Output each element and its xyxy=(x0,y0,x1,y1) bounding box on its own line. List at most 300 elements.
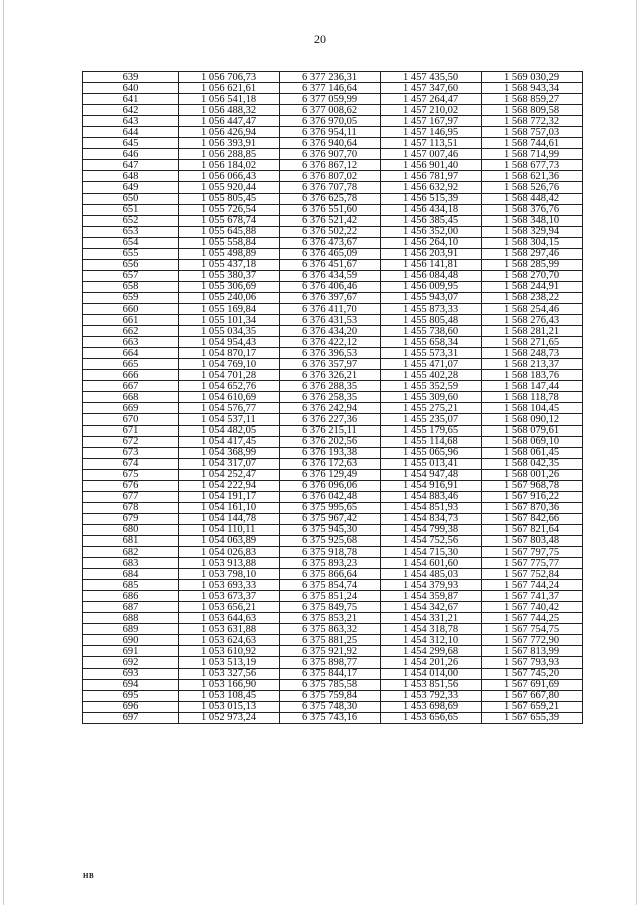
coordinate-cell: 1 568 281,21 xyxy=(482,326,583,337)
coordinate-cell: 6 376 434,59 xyxy=(280,270,381,281)
coordinate-cell: 1 055 645,88 xyxy=(179,226,280,237)
coordinate-cell: 1 055 920,44 xyxy=(179,182,280,193)
table-row xyxy=(83,215,583,226)
table-row xyxy=(83,701,583,712)
table-row xyxy=(83,160,583,171)
point-number-cell: 677 xyxy=(83,491,179,502)
coordinate-cell: 1 568 348,10 xyxy=(482,215,583,226)
coordinate-cell: 1 568 859,27 xyxy=(482,94,583,105)
coordinate-cell: 1 455 179,65 xyxy=(381,425,482,436)
coordinate-cell: 6 376 907,70 xyxy=(280,149,381,160)
point-number-cell: 660 xyxy=(83,303,179,314)
coordinate-cell: 6 376 227,36 xyxy=(280,414,381,425)
point-number-cell: 689 xyxy=(83,624,179,635)
coordinate-cell: 1 456 009,95 xyxy=(381,281,482,292)
table-row xyxy=(83,359,583,370)
table-row xyxy=(83,72,583,83)
coordinate-cell: 6 376 042,48 xyxy=(280,491,381,502)
coordinate-cell: 1 056 426,94 xyxy=(179,127,280,138)
table-row xyxy=(83,138,583,149)
coordinate-cell: 1 457 146,95 xyxy=(381,127,482,138)
coordinate-cell: 1 455 658,34 xyxy=(381,337,482,348)
coordinate-cell: 1 056 393,91 xyxy=(179,138,280,149)
point-number-cell: 697 xyxy=(83,712,179,723)
coordinate-cell: 1 056 066,43 xyxy=(179,171,280,182)
table-row xyxy=(83,469,583,480)
coordinate-cell: 1 456 084,48 xyxy=(381,270,482,281)
coordinate-cell: 1 455 471,07 xyxy=(381,359,482,370)
coordinate-cell: 1 568 238,22 xyxy=(482,292,583,303)
point-number-cell: 668 xyxy=(83,392,179,403)
coordinate-cell: 6 376 434,20 xyxy=(280,326,381,337)
point-number-cell: 664 xyxy=(83,348,179,359)
footer-mark: НВ xyxy=(83,872,95,880)
coordinate-cell: 1 055 726,54 xyxy=(179,204,280,215)
coordinate-cell: 1 455 805,48 xyxy=(381,315,482,326)
table-row xyxy=(83,712,583,723)
coordinate-cell: 6 376 521,42 xyxy=(280,215,381,226)
coordinate-cell: 1 454 359,87 xyxy=(381,591,482,602)
coordinate-cell: 1 455 943,07 xyxy=(381,292,482,303)
table-row xyxy=(83,326,583,337)
coordinate-cell: 1 568 248,73 xyxy=(482,348,583,359)
coordinate-cell: 6 375 743,16 xyxy=(280,712,381,723)
table-row xyxy=(83,690,583,701)
table-row xyxy=(83,403,583,414)
coordinate-cell: 1 052 973,24 xyxy=(179,712,280,723)
coordinate-cell: 1 568 276,43 xyxy=(482,315,583,326)
table-row xyxy=(83,226,583,237)
point-number-cell: 649 xyxy=(83,182,179,193)
coordinate-cell: 6 376 411,70 xyxy=(280,303,381,314)
coordinate-cell: 6 376 326,21 xyxy=(280,370,381,381)
coordinate-cell: 1 568 714,99 xyxy=(482,149,583,160)
point-number-cell: 645 xyxy=(83,138,179,149)
table-row xyxy=(83,83,583,94)
point-number-cell: 639 xyxy=(83,72,179,83)
coordinate-cell: 1 054 110,11 xyxy=(179,524,280,535)
coordinate-cell: 1 455 309,60 xyxy=(381,392,482,403)
coordinate-cell: 1 454 312,10 xyxy=(381,635,482,646)
point-number-cell: 671 xyxy=(83,425,179,436)
coordinate-cell: 6 376 451,67 xyxy=(280,259,381,270)
coordinate-cell: 6 376 465,09 xyxy=(280,248,381,259)
coordinate-cell: 1 454 379,93 xyxy=(381,580,482,591)
coordinate-cell: 1 456 632,92 xyxy=(381,182,482,193)
coordinate-cell: 1 456 434,18 xyxy=(381,204,482,215)
point-number-cell: 666 xyxy=(83,370,179,381)
coordinate-cell: 1 568 244,91 xyxy=(482,281,583,292)
coordinate-cell: 6 375 918,78 xyxy=(280,547,381,558)
coordinate-cell: 1 055 169,84 xyxy=(179,303,280,314)
point-number-cell: 675 xyxy=(83,469,179,480)
point-number-cell: 655 xyxy=(83,248,179,259)
coordinate-cell: 1 054 482,05 xyxy=(179,425,280,436)
coordinate-cell: 1 567 842,66 xyxy=(482,513,583,524)
point-number-cell: 685 xyxy=(83,580,179,591)
table-row xyxy=(83,602,583,613)
table-row xyxy=(83,558,583,569)
coordinate-cell: 6 376 422,12 xyxy=(280,337,381,348)
coordinate-cell: 1 454 883,46 xyxy=(381,491,482,502)
coordinate-cell: 1 454 947,48 xyxy=(381,469,482,480)
coordinate-cell: 1 568 376,76 xyxy=(482,204,583,215)
point-number-cell: 647 xyxy=(83,160,179,171)
table-row xyxy=(83,425,583,436)
coordinate-cell: 1 568 069,10 xyxy=(482,436,583,447)
coordinate-cell: 1 454 916,91 xyxy=(381,480,482,491)
coordinate-cell: 6 376 129,49 xyxy=(280,469,381,480)
coordinate-cell: 1 568 809,58 xyxy=(482,105,583,116)
coordinate-cell: 1 567 870,36 xyxy=(482,502,583,513)
table-row xyxy=(83,502,583,513)
table-row xyxy=(83,171,583,182)
table-row xyxy=(83,127,583,138)
point-number-cell: 657 xyxy=(83,270,179,281)
coordinate-cell: 1 054 701,28 xyxy=(179,370,280,381)
coordinate-cell: 1 568 061,45 xyxy=(482,447,583,458)
coordinate-cell: 1 567 772,90 xyxy=(482,635,583,646)
coordinate-cell: 6 375 863,32 xyxy=(280,624,381,635)
page-number: 20 xyxy=(314,32,326,46)
table-row xyxy=(83,524,583,535)
table-row xyxy=(83,348,583,359)
coordinate-cell: 1 056 488,32 xyxy=(179,105,280,116)
coordinate-cell: 1 568 147,44 xyxy=(482,381,583,392)
coordinate-cell: 1 053 610,92 xyxy=(179,646,280,657)
coordinate-cell: 6 377 146,64 xyxy=(280,83,381,94)
coordinate-cell: 6 376 258,35 xyxy=(280,392,381,403)
coordinate-cell: 1 054 652,76 xyxy=(179,381,280,392)
coordinate-cell: 1 455 114,68 xyxy=(381,436,482,447)
coordinate-cell: 1 455 402,28 xyxy=(381,370,482,381)
table-row xyxy=(83,613,583,624)
point-number-cell: 641 xyxy=(83,94,179,105)
coordinate-cell: 1 567 744,25 xyxy=(482,613,583,624)
coordinate-cell: 1 054 252,47 xyxy=(179,469,280,480)
coordinate-cell: 1 568 448,42 xyxy=(482,193,583,204)
coordinate-cell: 6 376 473,67 xyxy=(280,237,381,248)
coordinate-cell: 1 568 526,76 xyxy=(482,182,583,193)
coordinate-cell: 6 375 967,42 xyxy=(280,513,381,524)
coordinate-cell: 6 376 396,53 xyxy=(280,348,381,359)
coordinate-cell: 1 054 368,99 xyxy=(179,447,280,458)
coordinate-cell: 6 377 236,31 xyxy=(280,72,381,83)
coordinate-cell: 1 053 513,19 xyxy=(179,657,280,668)
coordinate-cell: 1 567 744,24 xyxy=(482,580,583,591)
coordinates-table-body xyxy=(83,72,583,724)
coordinate-cell: 1 054 317,07 xyxy=(179,458,280,469)
table-row xyxy=(83,204,583,215)
coordinate-cell: 1 568 104,45 xyxy=(482,403,583,414)
coordinate-cell: 1 455 065,96 xyxy=(381,447,482,458)
point-number-cell: 678 xyxy=(83,502,179,513)
coordinate-cell: 6 375 881,25 xyxy=(280,635,381,646)
table-row xyxy=(83,270,583,281)
coordinate-cell: 1 056 621,61 xyxy=(179,83,280,94)
coordinate-cell: 1 054 870,17 xyxy=(179,348,280,359)
coordinate-cell: 1 568 943,34 xyxy=(482,83,583,94)
point-number-cell: 653 xyxy=(83,226,179,237)
coordinate-cell: 6 376 502,22 xyxy=(280,226,381,237)
coordinate-cell: 6 375 759,84 xyxy=(280,690,381,701)
coordinate-cell: 1 568 079,61 xyxy=(482,425,583,436)
coordinate-cell: 1 567 754,75 xyxy=(482,624,583,635)
coordinate-cell: 6 376 242,94 xyxy=(280,403,381,414)
coordinate-cell: 1 457 347,60 xyxy=(381,83,482,94)
coordinate-cell: 1 056 184,02 xyxy=(179,160,280,171)
coordinate-cell: 1 456 515,39 xyxy=(381,193,482,204)
coordinate-cell: 1 568 213,37 xyxy=(482,359,583,370)
coordinate-cell: 1 567 916,22 xyxy=(482,491,583,502)
coordinate-cell: 1 055 306,69 xyxy=(179,281,280,292)
coordinate-cell: 1 456 901,40 xyxy=(381,160,482,171)
coordinate-cell: 1 454 331,21 xyxy=(381,613,482,624)
coordinate-cell: 6 375 785,58 xyxy=(280,679,381,690)
coordinate-cell: 6 376 707,78 xyxy=(280,182,381,193)
coordinate-cell: 1 567 752,84 xyxy=(482,569,583,580)
table-row xyxy=(83,182,583,193)
coordinate-cell: 1 567 659,21 xyxy=(482,701,583,712)
point-number-cell: 659 xyxy=(83,292,179,303)
coordinate-cell: 1 457 007,46 xyxy=(381,149,482,160)
coordinate-cell: 1 054 417,45 xyxy=(179,436,280,447)
point-number-cell: 644 xyxy=(83,127,179,138)
table-row xyxy=(83,193,583,204)
table-row xyxy=(83,248,583,259)
coordinate-cell: 1 454 601,60 xyxy=(381,558,482,569)
coordinate-cell: 1 054 026,83 xyxy=(179,547,280,558)
coordinate-cell: 1 568 772,32 xyxy=(482,116,583,127)
coordinate-cell: 1 455 873,33 xyxy=(381,303,482,314)
point-number-cell: 656 xyxy=(83,259,179,270)
coordinate-cell: 1 457 210,02 xyxy=(381,105,482,116)
point-number-cell: 679 xyxy=(83,513,179,524)
coordinate-cell: 1 567 775,77 xyxy=(482,558,583,569)
coordinate-cell: 1 453 792,33 xyxy=(381,690,482,701)
table-row xyxy=(83,292,583,303)
coordinate-cell: 1 457 167,97 xyxy=(381,116,482,127)
coordinate-cell: 1 053 108,45 xyxy=(179,690,280,701)
table-row xyxy=(83,281,583,292)
table-row xyxy=(83,624,583,635)
coordinate-cell: 6 375 849,75 xyxy=(280,602,381,613)
coordinate-cell: 1 455 275,21 xyxy=(381,403,482,414)
point-number-cell: 662 xyxy=(83,326,179,337)
coordinate-cell: 1 054 144,78 xyxy=(179,513,280,524)
coordinate-cell: 1 055 240,06 xyxy=(179,292,280,303)
point-number-cell: 672 xyxy=(83,436,179,447)
coordinate-cell: 1 567 741,37 xyxy=(482,591,583,602)
coordinate-cell: 1 055 558,84 xyxy=(179,237,280,248)
table-row xyxy=(83,513,583,524)
coordinate-cell: 1 455 013,41 xyxy=(381,458,482,469)
coordinate-cell: 1 055 380,37 xyxy=(179,270,280,281)
page-edge-left xyxy=(3,0,4,905)
coordinate-cell: 1 454 715,30 xyxy=(381,547,482,558)
coordinate-cell: 1 455 573,31 xyxy=(381,348,482,359)
table-row xyxy=(83,303,583,314)
coordinate-cell: 6 376 807,02 xyxy=(280,171,381,182)
coordinate-cell: 1 456 385,45 xyxy=(381,215,482,226)
coordinate-cell: 6 375 854,74 xyxy=(280,580,381,591)
table-row xyxy=(83,105,583,116)
point-number-cell: 658 xyxy=(83,281,179,292)
point-number-cell: 654 xyxy=(83,237,179,248)
coordinate-cell: 1 456 203,91 xyxy=(381,248,482,259)
table-row xyxy=(83,635,583,646)
table-row xyxy=(83,480,583,491)
table-row xyxy=(83,668,583,679)
point-number-cell: 682 xyxy=(83,547,179,558)
coordinate-cell: 1 454 834,73 xyxy=(381,513,482,524)
coordinate-cell: 1 453 656,65 xyxy=(381,712,482,723)
coordinate-cell: 1 567 793,93 xyxy=(482,657,583,668)
point-number-cell: 686 xyxy=(83,591,179,602)
coordinate-cell: 6 375 898,77 xyxy=(280,657,381,668)
coordinate-cell: 1 054 161,10 xyxy=(179,502,280,513)
table-row xyxy=(83,436,583,447)
coordinate-cell: 1 568 677,73 xyxy=(482,160,583,171)
point-number-cell: 684 xyxy=(83,569,179,580)
table-row xyxy=(83,569,583,580)
coordinate-cell: 1 568 270,70 xyxy=(482,270,583,281)
coordinate-cell: 1 567 813,99 xyxy=(482,646,583,657)
coordinate-cell: 1 454 318,78 xyxy=(381,624,482,635)
coordinate-cell: 6 377 059,99 xyxy=(280,94,381,105)
coordinate-cell: 1 567 821,64 xyxy=(482,524,583,535)
point-number-cell: 692 xyxy=(83,657,179,668)
point-number-cell: 661 xyxy=(83,315,179,326)
coordinate-cell: 1 053 015,13 xyxy=(179,701,280,712)
coordinate-cell: 1 053 798,10 xyxy=(179,569,280,580)
coordinate-cell: 6 375 945,30 xyxy=(280,524,381,535)
coordinate-cell: 6 375 925,68 xyxy=(280,535,381,546)
coordinate-cell: 1 569 030,29 xyxy=(482,72,583,83)
table-row xyxy=(83,458,583,469)
coordinate-cell: 1 568 285,99 xyxy=(482,259,583,270)
coordinate-cell: 6 376 551,60 xyxy=(280,204,381,215)
point-number-cell: 693 xyxy=(83,668,179,679)
table-row xyxy=(83,237,583,248)
coordinate-cell: 1 567 968,78 xyxy=(482,480,583,491)
coordinate-cell: 1 568 271,65 xyxy=(482,337,583,348)
coordinate-cell: 6 376 940,64 xyxy=(280,138,381,149)
coordinate-cell: 1 056 541,18 xyxy=(179,94,280,105)
coordinates-table xyxy=(82,71,583,724)
coordinate-cell: 6 377 008,62 xyxy=(280,105,381,116)
page-edge-right xyxy=(636,0,637,905)
point-number-cell: 674 xyxy=(83,458,179,469)
coordinate-cell: 1 568 744,61 xyxy=(482,138,583,149)
point-number-cell: 673 xyxy=(83,447,179,458)
coordinate-cell: 1 053 166,90 xyxy=(179,679,280,690)
coordinate-cell: 1 567 655,39 xyxy=(482,712,583,723)
coordinate-cell: 1 054 222,94 xyxy=(179,480,280,491)
table-row xyxy=(83,447,583,458)
coordinate-cell: 6 376 431,53 xyxy=(280,315,381,326)
table-row xyxy=(83,315,583,326)
coordinate-cell: 1 056 288,85 xyxy=(179,149,280,160)
coordinate-cell: 1 054 537,11 xyxy=(179,414,280,425)
coordinate-cell: 1 056 706,73 xyxy=(179,72,280,83)
table-row xyxy=(83,547,583,558)
coordinate-cell: 6 376 970,05 xyxy=(280,116,381,127)
coordinate-cell: 1 055 805,45 xyxy=(179,193,280,204)
coordinate-cell: 6 376 867,12 xyxy=(280,160,381,171)
point-number-cell: 663 xyxy=(83,337,179,348)
point-number-cell: 667 xyxy=(83,381,179,392)
coordinate-cell: 1 455 235,07 xyxy=(381,414,482,425)
coordinate-cell: 1 568 329,94 xyxy=(482,226,583,237)
coordinate-cell: 1 054 769,10 xyxy=(179,359,280,370)
coordinate-cell: 6 375 851,24 xyxy=(280,591,381,602)
coordinate-cell: 1 568 090,12 xyxy=(482,414,583,425)
coordinate-cell: 1 456 264,10 xyxy=(381,237,482,248)
point-number-cell: 646 xyxy=(83,149,179,160)
coordinate-cell: 6 376 954,11 xyxy=(280,127,381,138)
coordinate-cell: 1 054 191,17 xyxy=(179,491,280,502)
coordinate-cell: 1 054 954,43 xyxy=(179,337,280,348)
coordinate-cell: 6 376 406,46 xyxy=(280,281,381,292)
coordinate-cell: 1 454 799,38 xyxy=(381,524,482,535)
table-row xyxy=(83,580,583,591)
table-row xyxy=(83,149,583,160)
coordinate-cell: 1 456 781,97 xyxy=(381,171,482,182)
coordinate-cell: 1 454 014,00 xyxy=(381,668,482,679)
coordinate-cell: 1 054 610,69 xyxy=(179,392,280,403)
table-row xyxy=(83,591,583,602)
table-row xyxy=(83,679,583,690)
point-number-cell: 652 xyxy=(83,215,179,226)
coordinate-cell: 6 376 397,67 xyxy=(280,292,381,303)
coordinate-cell: 1 457 264,47 xyxy=(381,94,482,105)
point-number-cell: 691 xyxy=(83,646,179,657)
coordinate-cell: 1 053 644,63 xyxy=(179,613,280,624)
point-number-cell: 651 xyxy=(83,204,179,215)
coordinate-cell: 6 376 193,38 xyxy=(280,447,381,458)
coordinate-cell: 6 376 215,11 xyxy=(280,425,381,436)
coordinate-cell: 1 054 063,89 xyxy=(179,535,280,546)
coordinate-cell: 1 053 624,63 xyxy=(179,635,280,646)
table-row xyxy=(83,381,583,392)
coordinate-cell: 1 568 304,15 xyxy=(482,237,583,248)
coordinate-cell: 1 454 299,68 xyxy=(381,646,482,657)
table-row xyxy=(83,414,583,425)
table-row xyxy=(83,116,583,127)
coordinate-cell: 1 055 101,34 xyxy=(179,315,280,326)
coordinate-cell: 1 567 797,75 xyxy=(482,547,583,558)
coordinate-cell: 6 375 921,92 xyxy=(280,646,381,657)
table-row xyxy=(83,535,583,546)
coordinate-cell: 1 455 352,59 xyxy=(381,381,482,392)
coordinate-cell: 1 567 740,42 xyxy=(482,602,583,613)
coordinate-cell: 6 376 096,06 xyxy=(280,480,381,491)
point-number-cell: 680 xyxy=(83,524,179,535)
coordinate-cell: 1 055 678,74 xyxy=(179,215,280,226)
coordinate-cell: 1 568 118,78 xyxy=(482,392,583,403)
coordinate-cell: 1 457 435,50 xyxy=(381,72,482,83)
table-row xyxy=(83,94,583,105)
coordinate-cell: 6 376 172,63 xyxy=(280,458,381,469)
point-number-cell: 642 xyxy=(83,105,179,116)
coordinate-cell: 1 567 667,80 xyxy=(482,690,583,701)
point-number-cell: 694 xyxy=(83,679,179,690)
point-number-cell: 688 xyxy=(83,613,179,624)
table-row xyxy=(83,392,583,403)
coordinate-cell: 1 568 254,46 xyxy=(482,303,583,314)
point-number-cell: 676 xyxy=(83,480,179,491)
